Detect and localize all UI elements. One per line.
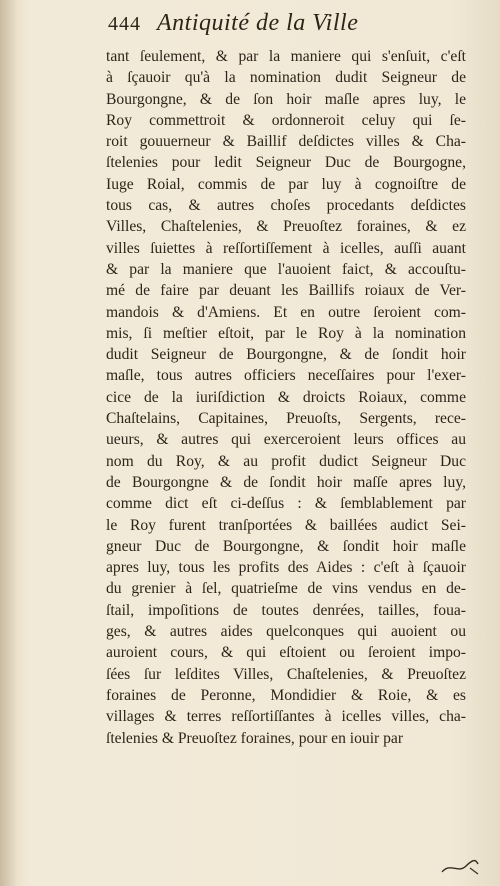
body-text <box>106 46 466 749</box>
text-line: villes ſuiettes à reſſortiſſement à icelles, auſſi auant <box>106 239 466 257</box>
text-line: Iuge Roial, commis de par luy à cognoiſtre de <box>106 175 466 193</box>
text-line: cice de la iuriſdiction & droicts Roiaux, comme <box>106 388 466 406</box>
text-line: gneur Duc de Bourgongne, & ſondit hoir maſle <box>106 537 466 555</box>
text-line: foraines de Peronne, Mondidier & Roie, & es <box>106 686 466 704</box>
text-line: comme dict eſt ci-deſſus : & ſemblablement par <box>106 495 466 513</box>
text-line: du grenier à ſel, quatrieſme de vins vendus en de- <box>106 580 466 598</box>
running-title: Antiquité de la Ville <box>157 10 359 36</box>
text-line: le Roy furent tranſportées & baillées audict Sei- <box>106 516 466 534</box>
text-line: ges, & autres aides quelconques qui auoient ou <box>106 623 466 641</box>
text-line: apres luy, tous les profits des Aides : c'eſt à ſçauoir <box>106 559 466 577</box>
text-line: mis, ſi meſtier eſtoit, par le Roy à la nomination <box>106 324 466 342</box>
text-line: roit gouuerneur & Baillif deſdictes villes & Cha- <box>106 133 466 151</box>
text-line: villages & terres reſſortiſſantes à icelles villes, cha- <box>106 708 466 726</box>
text-line: Bourgongne, & de ſon hoir maſle apres luy, le <box>106 90 466 108</box>
text-line: ſées ſur leſdites Villes, Chaſtelenies, & Preuoſtez <box>106 665 466 683</box>
text-line: auroient cours, & qui eſtoient ou ſeroient impo- <box>106 644 466 662</box>
text-line: ſtail, impoſitions de toutes denrées, tailles, foua- <box>106 601 466 619</box>
text-line: mé de faire par deuant les Baillifs roiaux de Ver- <box>106 282 466 300</box>
page-number: 444 <box>108 13 141 35</box>
text-line: à ſçauoir qu'à la nomination dudit Seigneur de <box>106 69 466 87</box>
text-line: tant ſeulement, & par la maniere qui s'enſuit, c'eſt <box>106 48 466 65</box>
text-line: maſle, tous autres officiers neceſſaires pour l'exer- <box>106 367 466 385</box>
text-line: nom du Roy, & au profit dudict Seigneur Duc <box>106 452 466 470</box>
text-line: ueurs, & autres qui exerceroient leurs offices au <box>106 431 466 449</box>
text-line: Chaſtelains, Capitaines, Preuoſts, Sergents, rece- <box>106 410 466 428</box>
text-line: tous cas, & autres choſes procedants deſdictes <box>106 197 466 215</box>
page-header <box>108 10 468 44</box>
text-line: mandois & d'Amiens. Et en outre ſeroient com- <box>106 303 466 321</box>
text-line: & par la maniere que l'auoient faict, & accouſtu- <box>106 260 466 278</box>
text-line: Roy commettroit & ordonneroit celuy qui ſe- <box>106 111 466 129</box>
text-line: ſtelenies & Preuoſtez foraines, pour en iouir par <box>106 729 404 747</box>
flourish-ornament <box>440 858 480 876</box>
text-line: ſtelenies pour ledit Seigneur Duc de Bourgogne, <box>106 154 466 172</box>
gutter-shadow <box>0 0 18 886</box>
text-line: dudit Seigneur de Bourgongne, & de ſondit hoir <box>106 346 466 364</box>
text-line: de Bourgongne & de ſondit hoir maſſe apres luy, <box>106 473 466 491</box>
text-line: Villes, Chaſtelenies, & Preuoſtez foraines, & ez <box>106 218 466 236</box>
